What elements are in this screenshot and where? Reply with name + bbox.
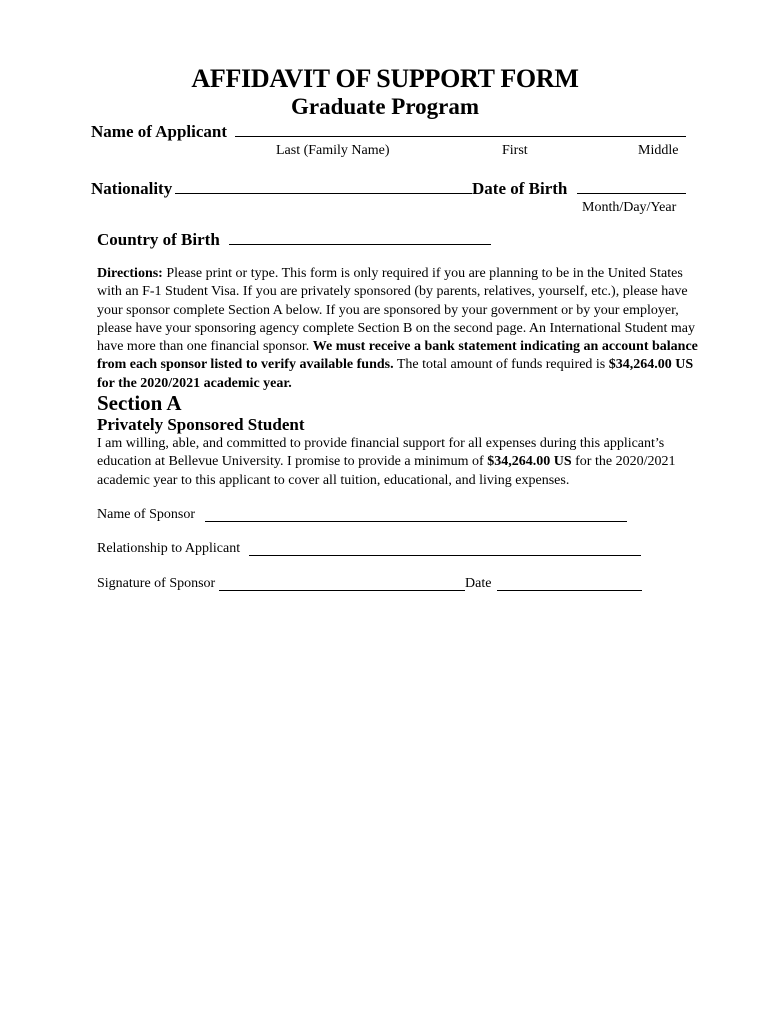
section-a-heading: Section A: [97, 391, 182, 415]
sponsor-name-field[interactable]: [205, 521, 627, 522]
middle-name-caption: Middle: [638, 143, 679, 158]
date-label: Date: [465, 576, 492, 591]
date-of-birth-field[interactable]: [577, 193, 686, 194]
section-a-subheading: Privately Sponsored Student: [97, 415, 305, 434]
minimum-amount: $34,264.00 US: [487, 454, 572, 470]
section-a-body-prefix: I am willing, able, and committed to provide financial support for all expenses during this applicant’s education at Bellevue University. I promise to provide a minimum of: [97, 436, 665, 470]
directions-paragraph: [97, 265, 709, 393]
signature-label: Signature of Sponsor: [97, 576, 216, 591]
form-subtitle: Graduate Program: [290, 94, 479, 119]
bank-statement-requirement: We must receive a bank statement indicating an account balance from each sponsor listed to verify available funds.: [97, 339, 698, 373]
nationality-field[interactable]: [175, 193, 472, 194]
date-format-caption: Month/Day/Year: [582, 200, 677, 215]
section-a-body-suffix: for the 2020/2021 academic year to this applicant to cover all tuition, educational, and living expenses.: [97, 454, 676, 488]
total-funds-amount: $34,264.00 US for the 2020/2021 academic year.: [97, 357, 694, 391]
sponsor-name-label: Name of Sponsor: [97, 507, 195, 522]
nationality-label: Nationality: [91, 179, 173, 198]
last-name-caption: Last (Family Name): [276, 143, 390, 158]
form-title: AFFIDAVIT OF SUPPORT FORM: [191, 64, 579, 93]
directions-lead: Directions:: [97, 266, 163, 281]
relationship-field[interactable]: [249, 555, 641, 556]
first-name-caption: First: [502, 143, 528, 158]
date-field[interactable]: [497, 590, 642, 591]
applicant-name-label: Name of Applicant: [91, 122, 227, 141]
country-of-birth-field[interactable]: [229, 244, 491, 245]
relationship-label: Relationship to Applicant: [97, 541, 241, 556]
date-of-birth-label: Date of Birth: [472, 179, 568, 198]
signature-field[interactable]: [219, 590, 465, 591]
country-of-birth-label: Country of Birth: [97, 230, 220, 249]
directions-text: Please print or type. This form is only required if you are planning to be in the United States with an F-1 Student Visa. If you are privately sponsored (by parents, relatives, yourself, etc.), please have your sponsor complete Section A below. If you are sponsored by your government or by your employer, please have your sponsoring agency complete Section B on the second page. An International Student may have more than one financial sponsor.: [97, 266, 695, 355]
total-funds-prefix: The total amount of funds required is: [393, 357, 609, 373]
applicant-name-field[interactable]: [235, 136, 686, 137]
section-a-paragraph: [97, 435, 709, 490]
